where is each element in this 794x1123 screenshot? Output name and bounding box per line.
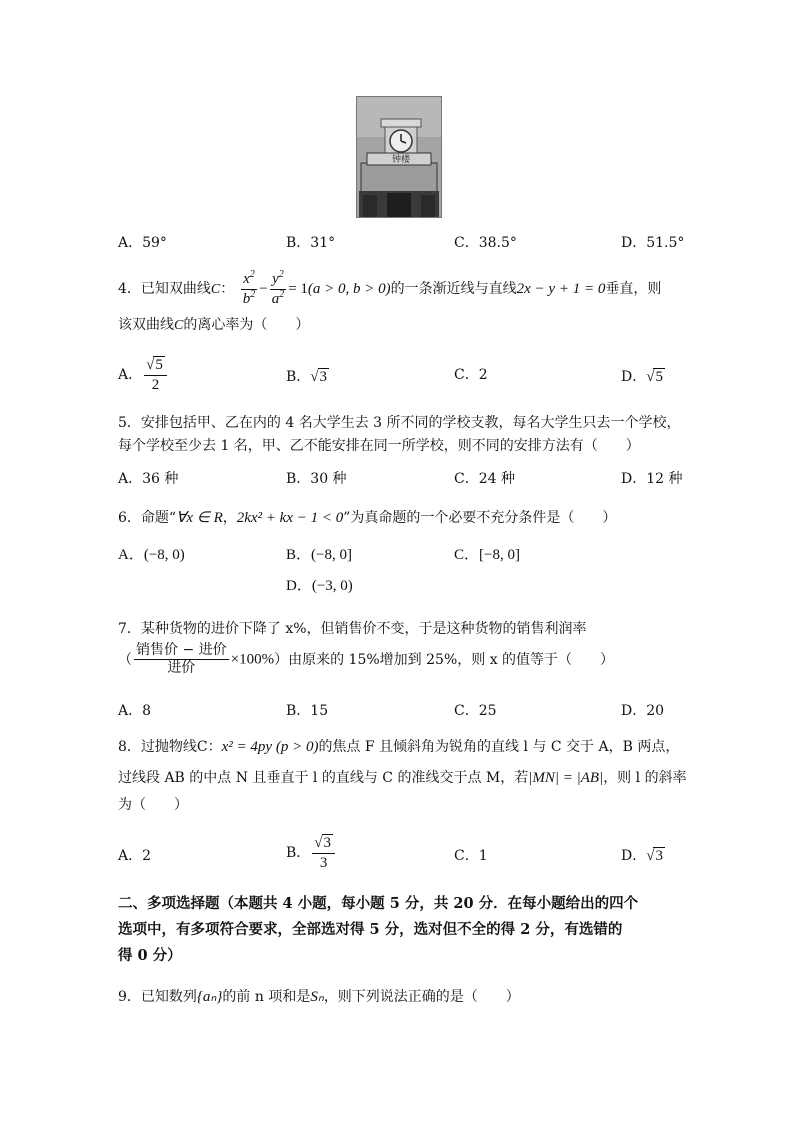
q4-option-c: C．2 — [454, 367, 488, 383]
section2-heading-line1: 二、多项选择题（本题共 4 小题，每小题 5 分，共 20 分．在每小题给出的四个 — [118, 895, 639, 912]
q3-option-b: B．31° — [286, 235, 336, 251]
q3-option-d: D．51.5° — [621, 235, 685, 251]
q7-option-d: D．20 — [621, 703, 665, 719]
q6-stem-a: 6．命题“ — [118, 510, 177, 526]
q9-sum: Sₙ — [310, 989, 324, 1005]
q4-option-d-val: 5 — [655, 369, 663, 385]
q7-profit-frac — [134, 643, 229, 677]
q6-stem-b: ”为真命题的一个必要不充分条件是（ ） — [343, 510, 617, 526]
q8-line2-a: 过线段 AB 的中点 N 且垂直于 l 的直线与 C 的准线交于点 M，若 — [118, 770, 529, 786]
q5-line2: 每个学校至少去 1 名，甲、乙不能安排在同一所学校，则不同的安排方法有（ ） — [118, 438, 640, 454]
q7-line2-tail: ）由原来的 15%增加到 25%，则 x 的值等于（ ） — [274, 651, 615, 668]
q4-number: 4．已知双曲线 — [118, 281, 211, 297]
q9-stem-a: 9．已知数列 — [118, 989, 197, 1005]
q4-option-b-val: 3 — [319, 369, 328, 385]
q4-option-a-label: A． — [118, 366, 143, 383]
q7-frac-num: 销售价 − 进价 — [134, 643, 229, 660]
q6-inequality: 2kx² + kx − 1 < 0 — [236, 510, 344, 526]
q4-minus: − — [259, 281, 268, 297]
q7-line2 — [118, 643, 614, 677]
q5-option-a: A．36 种 — [118, 471, 179, 487]
q8-option-a: A．2 — [118, 848, 152, 864]
q4-option-b: B．√3 — [286, 369, 328, 385]
q8-line1-b: 的焦点 F 且倾斜角为锐角的直线 l 与 C 交于 A，B 两点， — [318, 739, 680, 755]
q4-line2 — [118, 318, 309, 333]
section2-heading-line3: 得 0 分） — [118, 947, 182, 964]
q4-option-a-num: 5 — [155, 357, 163, 373]
q8-option-b-frac: $\frac{√3}{3}$ — [312, 834, 335, 872]
q4-colon: ： — [220, 281, 235, 297]
q8-option-d: D．√3 — [621, 848, 663, 864]
q5-option-d: D．12 种 — [621, 471, 683, 487]
q8-line1-a: 8．过抛物线 — [118, 739, 197, 755]
q4-option-d-label: D． — [621, 369, 647, 385]
q7-line1: 7．某种货物的进价下降了 x%，但销售价不变，于是这种货物的销售利润率 — [118, 621, 587, 637]
clock-tower-image — [357, 97, 441, 217]
q3-option-c: C．38.5° — [454, 235, 517, 251]
q4-line2-curve: C — [174, 318, 184, 333]
q8-option-b-num: 3 — [323, 835, 332, 851]
photo-sign-text: 钟楼 — [391, 155, 411, 165]
q4-frac-y: $\frac{y^2}{a^2}$ — [271, 269, 285, 307]
q6-stem — [118, 511, 616, 526]
q6-option-b: B．(−8, 0] — [286, 547, 352, 563]
q6-option-d: D．(−3, 0) — [286, 578, 353, 594]
q4-line-eq: 2x − y + 1 = 0 — [516, 281, 606, 297]
q5-line1: 5．安排包括甲、乙在内的 4 名大学生去 3 所不同的学校支教，每名大学生只去一个学校， — [118, 415, 681, 431]
q9-stem-c: ，则下列说法正确的是（ ） — [323, 989, 520, 1005]
q7-option-a: A．8 — [118, 703, 152, 719]
q7-times: ×100% — [230, 651, 275, 668]
q8-option-b-label: B． — [286, 844, 311, 861]
q4-rest: 的一条渐近线与直线 — [390, 281, 517, 297]
q8-curve: C： — [196, 739, 222, 755]
q8-line1 — [118, 740, 679, 755]
q3-option-a: A．59° — [118, 235, 167, 251]
q9-stem — [118, 990, 520, 1005]
q8-line2-b: ，则 l 的斜率 — [603, 770, 687, 786]
q4-frac-x: $\frac{x^2}{b^2}$ — [242, 269, 256, 307]
q7-paren-open: （ — [118, 651, 132, 668]
q4-line2-a: 该双曲线 — [118, 317, 174, 333]
q5-option-b: B．30 种 — [286, 471, 347, 487]
q7-option-b: B．15 — [286, 703, 329, 719]
q4-stem — [118, 271, 661, 307]
q4-condition: (a > 0, b > 0) — [307, 281, 391, 297]
q6-option-a: A．(−8, 0) — [118, 547, 185, 563]
q7-frac-den: 进价 — [167, 660, 196, 677]
q8-condition: |MN| = |AB| — [528, 770, 604, 786]
q6-comma: ， — [222, 510, 237, 526]
q4-rest2: 垂直，则 — [605, 281, 662, 297]
q8-option-c: C．1 — [454, 848, 488, 864]
q4-option-b-label: B． — [286, 369, 311, 385]
q4-option-a — [118, 356, 169, 394]
q4-option-a-den: 2 — [151, 377, 160, 394]
q8-option-d-label: D． — [621, 848, 647, 864]
q9-sequence: {aₙ} — [196, 989, 223, 1005]
q6-forall: ∀x ∈ R — [176, 510, 223, 526]
clock-tower-photo — [356, 96, 442, 218]
section2-heading-line2: 选项中，有多项符合要求，全部选对得 5 分，选对但不全的得 2 分，有选错的 — [118, 921, 623, 938]
q8-equation: x² = 4py (p > 0) — [221, 739, 319, 755]
q5-option-c: C．24 种 — [454, 471, 515, 487]
q6-option-c: C．[−8, 0] — [454, 547, 520, 563]
q4-curve-name: C — [210, 282, 221, 297]
q8-option-b — [286, 834, 337, 872]
q8-option-b-den: 3 — [319, 855, 328, 872]
q4-option-a-frac: $\frac{√5}{2}$ — [144, 356, 167, 394]
q7-option-c: C．25 — [454, 703, 497, 719]
q8-line2 — [118, 771, 687, 786]
q8-option-d-val: 3 — [655, 848, 663, 864]
q4-eq-tail: = 1 — [288, 281, 308, 297]
q8-line3: 为（ ） — [118, 797, 188, 813]
q4-option-d: D．√5 — [621, 369, 663, 385]
q4-line2-b: 的离心率为（ ） — [183, 317, 310, 333]
q9-stem-b: 的前 n 项和是 — [222, 989, 311, 1005]
